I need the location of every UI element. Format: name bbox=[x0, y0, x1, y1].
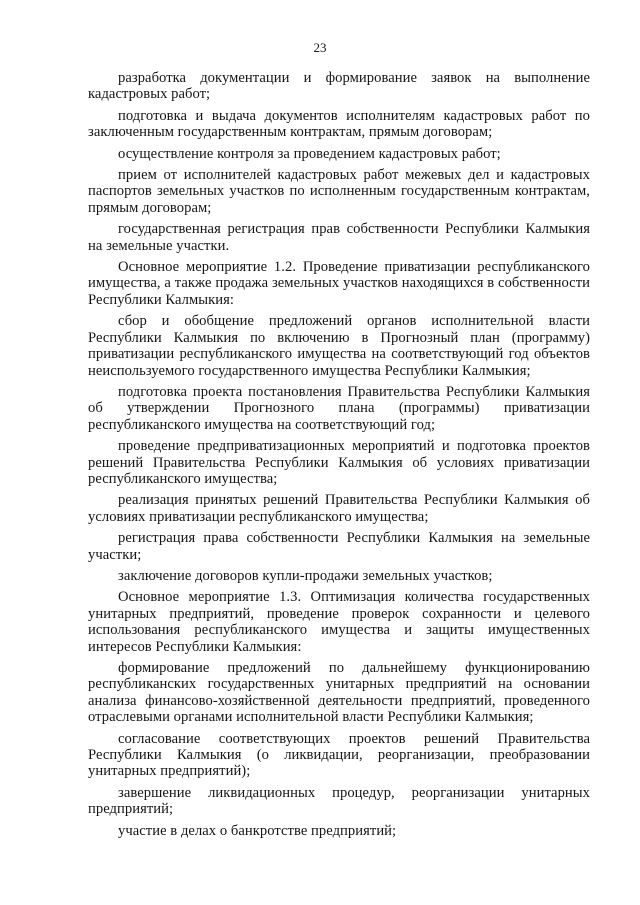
paragraph-coordination: согласование соответствующих проектов решений Правительства Республики Калмыкия (о ликвидации, реорганизации, преобразовании унитарных предприятий); bbox=[88, 730, 590, 780]
paragraph-measure-1-2: Основное мероприятие 1.2. Проведение приватизации республиканского имущества, а также продажа земельных участков находящихся в собственности Республики Калмыкия: bbox=[88, 259, 590, 308]
paragraph-control: осуществление контроля за проведением кадастровых работ; bbox=[118, 145, 501, 162]
paragraph-ownership-registration: регистрация права собственности Республики Калмыкия на земельные участки; bbox=[88, 530, 590, 563]
paragraph-resolution-draft: подготовка проекта постановления Правительства Республики Калмыкия об утверждении Прогнозного плана (программы) приватизации республиканского имущества на соответствующий год; bbox=[88, 383, 590, 433]
document-body bbox=[88, 70, 590, 844]
paragraph-document-issuance: подготовка и выдача документов исполнителям кадастровых работ по заключенным государственным контрактам, прямым договорам; bbox=[88, 107, 590, 141]
paragraph-cadastral-documentation: разработка документации и формирование заявок на выполнение кадастровых работ; bbox=[88, 70, 590, 103]
paragraph-preprivatization: проведение предприватизационных мероприятий и подготовка проектов решений Правительства Республики Калмыкия об условиях приватизации республиканского имущества; bbox=[88, 438, 590, 487]
paragraph-implementation: реализация принятых решений Правительства Республики Калмыкия об условиях приватизации республиканского имущества; bbox=[88, 492, 590, 525]
paragraph-bankruptcy: участие в делах о банкротстве предприятий; bbox=[118, 822, 397, 839]
paragraph-sale-contracts: заключение договоров купли-продажи земельных участков; bbox=[118, 567, 493, 584]
paragraph-liquidation: завершение ликвидационных процедур, реорганизации унитарных предприятий; bbox=[88, 784, 590, 818]
paragraph-acceptance: прием от исполнителей кадастровых работ межевых дел и кадастровых паспортов земельных участков по исполненным государственным контрактам, прямым договорам; bbox=[88, 167, 590, 216]
paragraph-proposals: сбор и обобщение предложений органов исполнительной власти Республики Калмыкия по включению в Прогнозный план (программу) приватизации республиканского имущества на соответствующий год объектов неиспользуемого государственного имущества Республики Калмыкия; bbox=[88, 313, 590, 379]
page-number: 23 bbox=[313, 40, 327, 55]
paragraph-enterprise-proposals: формирование предложений по дальнейшему функционированию республиканских государственных унитарных предприятий на основании анализа финансово-хозяйственной деятельности предприятий, проведенного отраслевыми органами исполнительной власти Республики Калмыкия; bbox=[88, 660, 590, 726]
paragraph-measure-1-3: Основное мероприятие 1.3. Оптимизация количества государственных унитарных предприятий, проведение проверок сохранности и целевого использования республиканского имущества и защиты имущественных интересов Республики Калмыкия: bbox=[88, 589, 590, 655]
paragraph-state-registration: государственная регистрация прав собственности Республики Калмыкия на земельные участки. bbox=[88, 221, 590, 254]
